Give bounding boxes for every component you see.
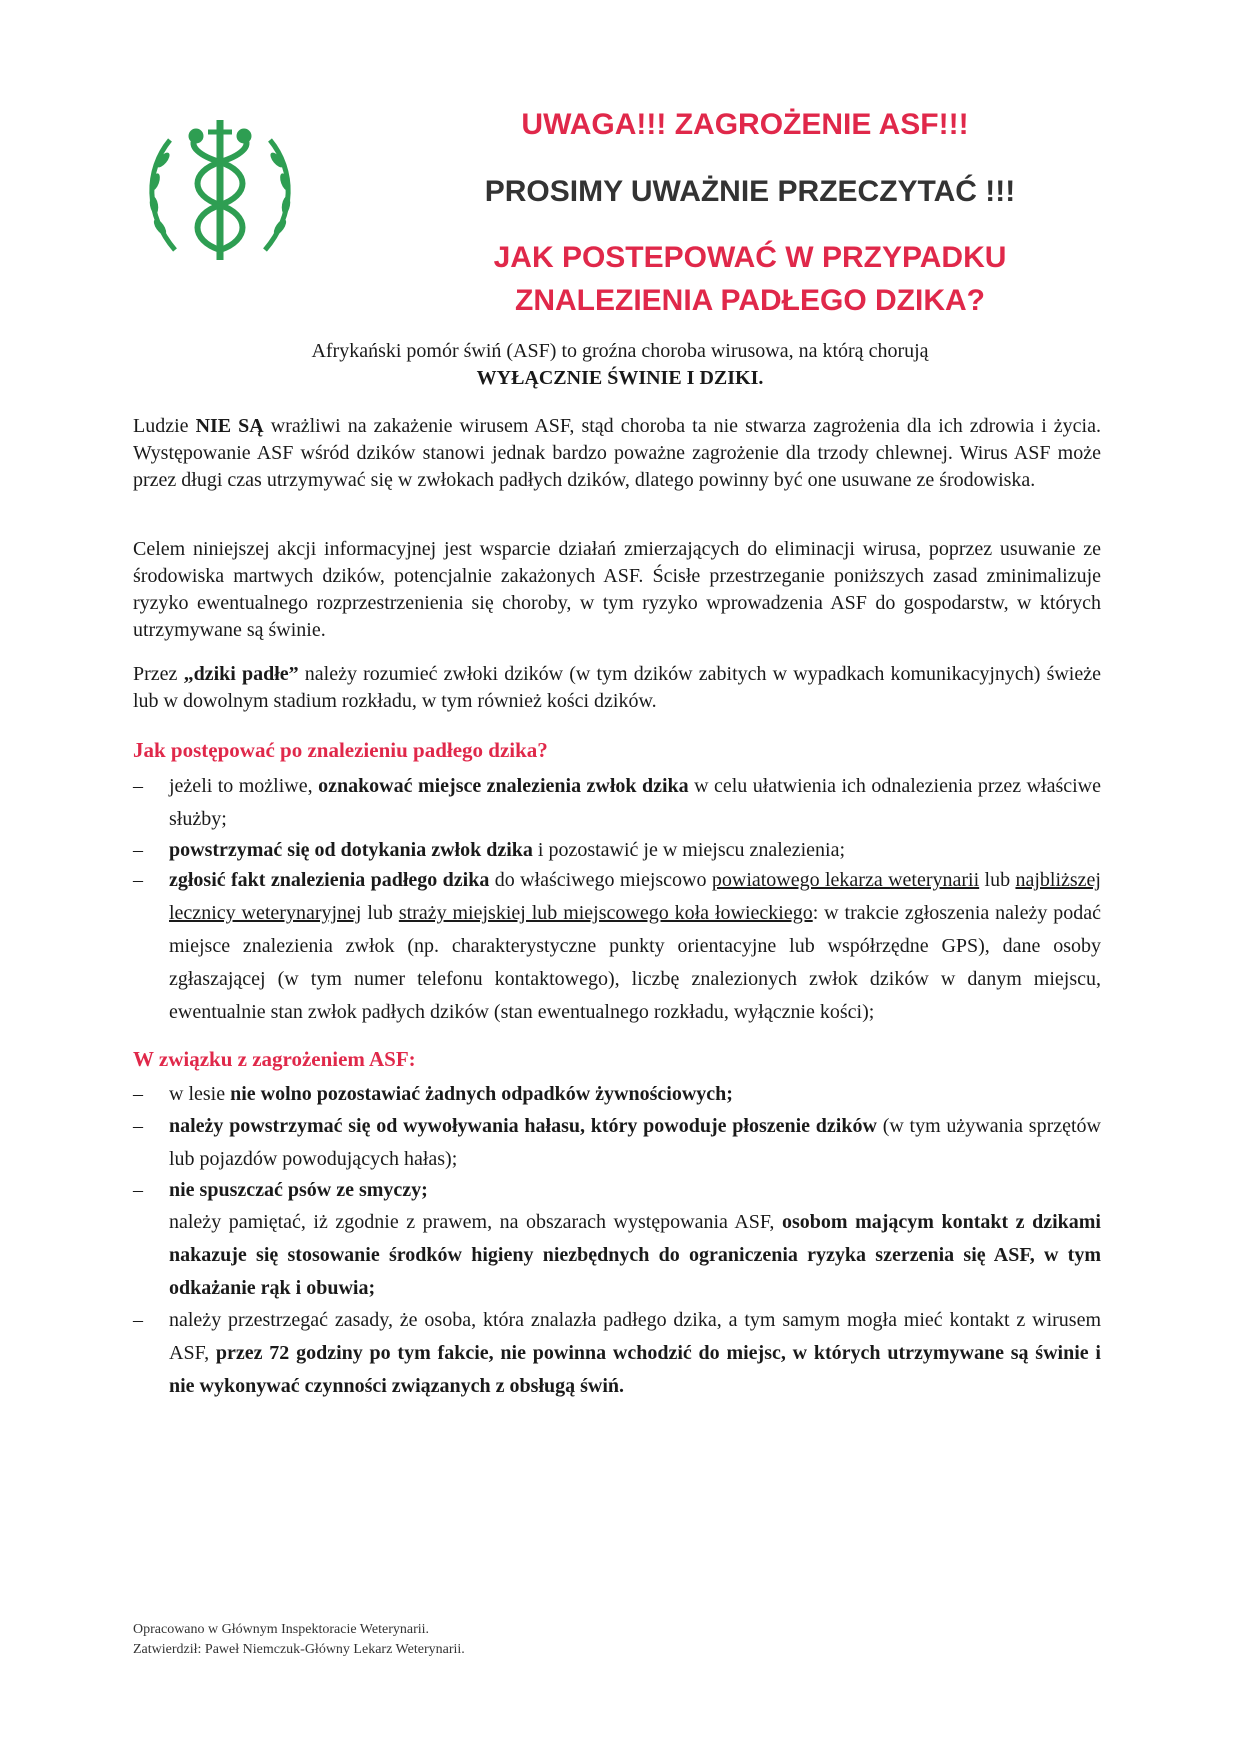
p3-bold: „dziki padłe” bbox=[183, 663, 299, 685]
main-question-line2: ZNALEZIENIA PADŁEGO DZIKA? bbox=[515, 284, 985, 317]
list-item bbox=[133, 834, 1101, 867]
p1-post: wrażliwi na zakażenie wirusem ASF, stąd choroba ta nie stwarza zagrożenia dla ich zdrowia i życia. Występowanie ASF wśród dzików stanowi jednak bardzo poważne zagrożenie dla trzody chlewnej. Wirus ASF może przez długi czas utrzymywać się w zwłokach padłych dzików, dlatego powinny być one usuwane ze środowiska. bbox=[133, 415, 1101, 491]
list-item bbox=[133, 1110, 1101, 1176]
read-carefully-title: PROSIMY UWAŻNIE PRZECZYTAĆ !!! bbox=[484, 175, 1016, 208]
p1-pre: Ludzie bbox=[133, 415, 196, 437]
s1i3-t1: do właściwego miejscowo bbox=[489, 869, 712, 891]
dash: – bbox=[133, 839, 143, 861]
hygiene-note bbox=[169, 1206, 1101, 1305]
s2i3-bold: nie spuszczać psów ze smyczy; bbox=[169, 1179, 428, 1201]
s1i3-t4: : w trakcie zgłoszenia należy podać miejsce znalezienia zwłok (np. charakterystyczne punkty orientacyjne lub współrzędne GPS), dane osoby zgłaszającej (w tym numer telefonu kontaktowego), liczbę znalezionych zwłok dzików w danym miejscu, ewentualnie stan zwłok padłych dzików (stan ewentualnego rozkładu, wyłącznie kości); bbox=[169, 902, 1101, 1023]
veterinary-emblem-icon bbox=[130, 100, 310, 280]
p3-post: należy rozumieć zwłoki dzików (w tym dzików zabitych w wypadkach komunikacyjnych) świeże lub w dowolnym stadium rozkładu, w tym również kości dzików. bbox=[133, 663, 1101, 712]
footer-prepared-by: Opracowano w Głównym Inspektoracie Weterynarii. bbox=[133, 1622, 430, 1637]
main-question-title bbox=[380, 236, 1120, 322]
dash: – bbox=[133, 869, 143, 891]
s2i2-bold: należy powstrzymać się od wywoływania hałasu, który powoduje płoszenie dzików bbox=[169, 1115, 877, 1137]
s1i1-pre: jeżeli to możliwe, bbox=[169, 775, 319, 797]
s1i3-u2: najbliższej lecznicy weterynaryjnej bbox=[169, 869, 1101, 924]
s1i2-bold: powstrzymać się od dotykania zwłok dzika bbox=[169, 839, 533, 861]
s1i3-u3: straży miejskiej lub miejscowego koła łowieckiego bbox=[398, 902, 813, 924]
intro-line2: WYŁĄCZNIE ŚWINIE I DZIKI. bbox=[476, 367, 764, 389]
paragraph-risk bbox=[133, 413, 1101, 494]
s2i1-bold: nie wolno pozostawiać żadnych odpadków żywnościowych; bbox=[230, 1083, 733, 1105]
s1i3-bold: zgłosić fakt znalezienia padłego dzika bbox=[169, 869, 490, 891]
list-item bbox=[133, 1304, 1101, 1403]
s1i3-t3: lub bbox=[361, 902, 399, 924]
list-item bbox=[133, 864, 1101, 1029]
intro bbox=[150, 338, 1090, 392]
s2i4-bold: przez 72 godziny po tym fakcie, nie powinna wchodzić do miejsc, w których utrzymywane są świnie i nie wykonywać czynności związanych z obsługą świń. bbox=[169, 1342, 1101, 1397]
s1i1-post: w celu ułatwienia ich odnalezienia przez właściwe służby; bbox=[169, 775, 1102, 830]
dash: – bbox=[133, 1179, 143, 1201]
paragraph-definition bbox=[133, 661, 1101, 715]
dash: – bbox=[133, 775, 143, 797]
s2note-pre: należy pamiętać, iż zgodnie z prawem, na obszarach występowania ASF, bbox=[169, 1211, 782, 1233]
s2note-bold: osobom mającym kontakt z dzikami nakazuje się stosowanie środków higieny niezbędnych do ograniczenia ryzyka szerzenia się ASF, w tym odkażanie rąk i obuwia; bbox=[169, 1211, 1101, 1299]
p1-bold: NIE SĄ bbox=[195, 415, 264, 437]
footer bbox=[133, 1620, 465, 1660]
s2i1-pre: w lesie bbox=[169, 1083, 231, 1105]
s2i2-post: (w tym używania sprzętów lub pojazdów powodujących hałas); bbox=[169, 1115, 1102, 1170]
dash: – bbox=[133, 1083, 143, 1105]
footer-approved-by: Zatwierdził: Paweł Niemczuk-Główny Lekarz Weterynarii. bbox=[133, 1642, 465, 1657]
dash: – bbox=[133, 1309, 143, 1331]
dash: – bbox=[133, 1115, 143, 1137]
s1i3-t2: lub bbox=[979, 869, 1016, 891]
paragraph-purpose: Celem niniejszej akcji informacyjnej jest wsparcie działań zmierzających do eliminacji wirusa, poprzez usuwanie ze środowiska martwych dzików, potencjalnie zakażonych ASF. Ścisłe przestrzeganie poniższych zasad zminimalizuje ryzyko ewentualnego rozprzestrzenienia się choroby, w tym ryzyko wprowadzenia ASF do gospodarstw, w których utrzymywane są świnie. bbox=[133, 538, 1101, 641]
list-item bbox=[133, 770, 1101, 836]
s1i1-bold: oznakować miejsce znalezienia zwłok dzika bbox=[318, 775, 689, 797]
intro-line1: Afrykański pomór świń (ASF) to groźna choroba wirusowa, na którą chorują bbox=[311, 340, 929, 362]
s1i3-u1: powiatowego lekarza weterynarii bbox=[711, 869, 980, 891]
list-item bbox=[133, 1078, 1101, 1111]
p3-pre: Przez bbox=[133, 663, 184, 685]
list-item bbox=[133, 1174, 1101, 1207]
warning-title: UWAGA!!! ZAGROŻENIE ASF!!! bbox=[521, 108, 969, 141]
section-heading-asf-threat: W związku z zagrożeniem ASF: bbox=[133, 1047, 416, 1071]
main-question-line1: JAK POSTEPOWAĆ W PRZYPADKU bbox=[493, 241, 1007, 274]
s2i4-pre: należy przestrzegać zasady, że osoba, która znalazła padłego dzika, a tym samym mogła mieć kontakt z wirusem ASF, bbox=[169, 1309, 1101, 1364]
section-heading-procedure: Jak postępować po znalezieniu padłego dzika? bbox=[133, 738, 548, 762]
s1i2-post: i pozostawić je w miejscu znalezienia; bbox=[532, 839, 846, 861]
